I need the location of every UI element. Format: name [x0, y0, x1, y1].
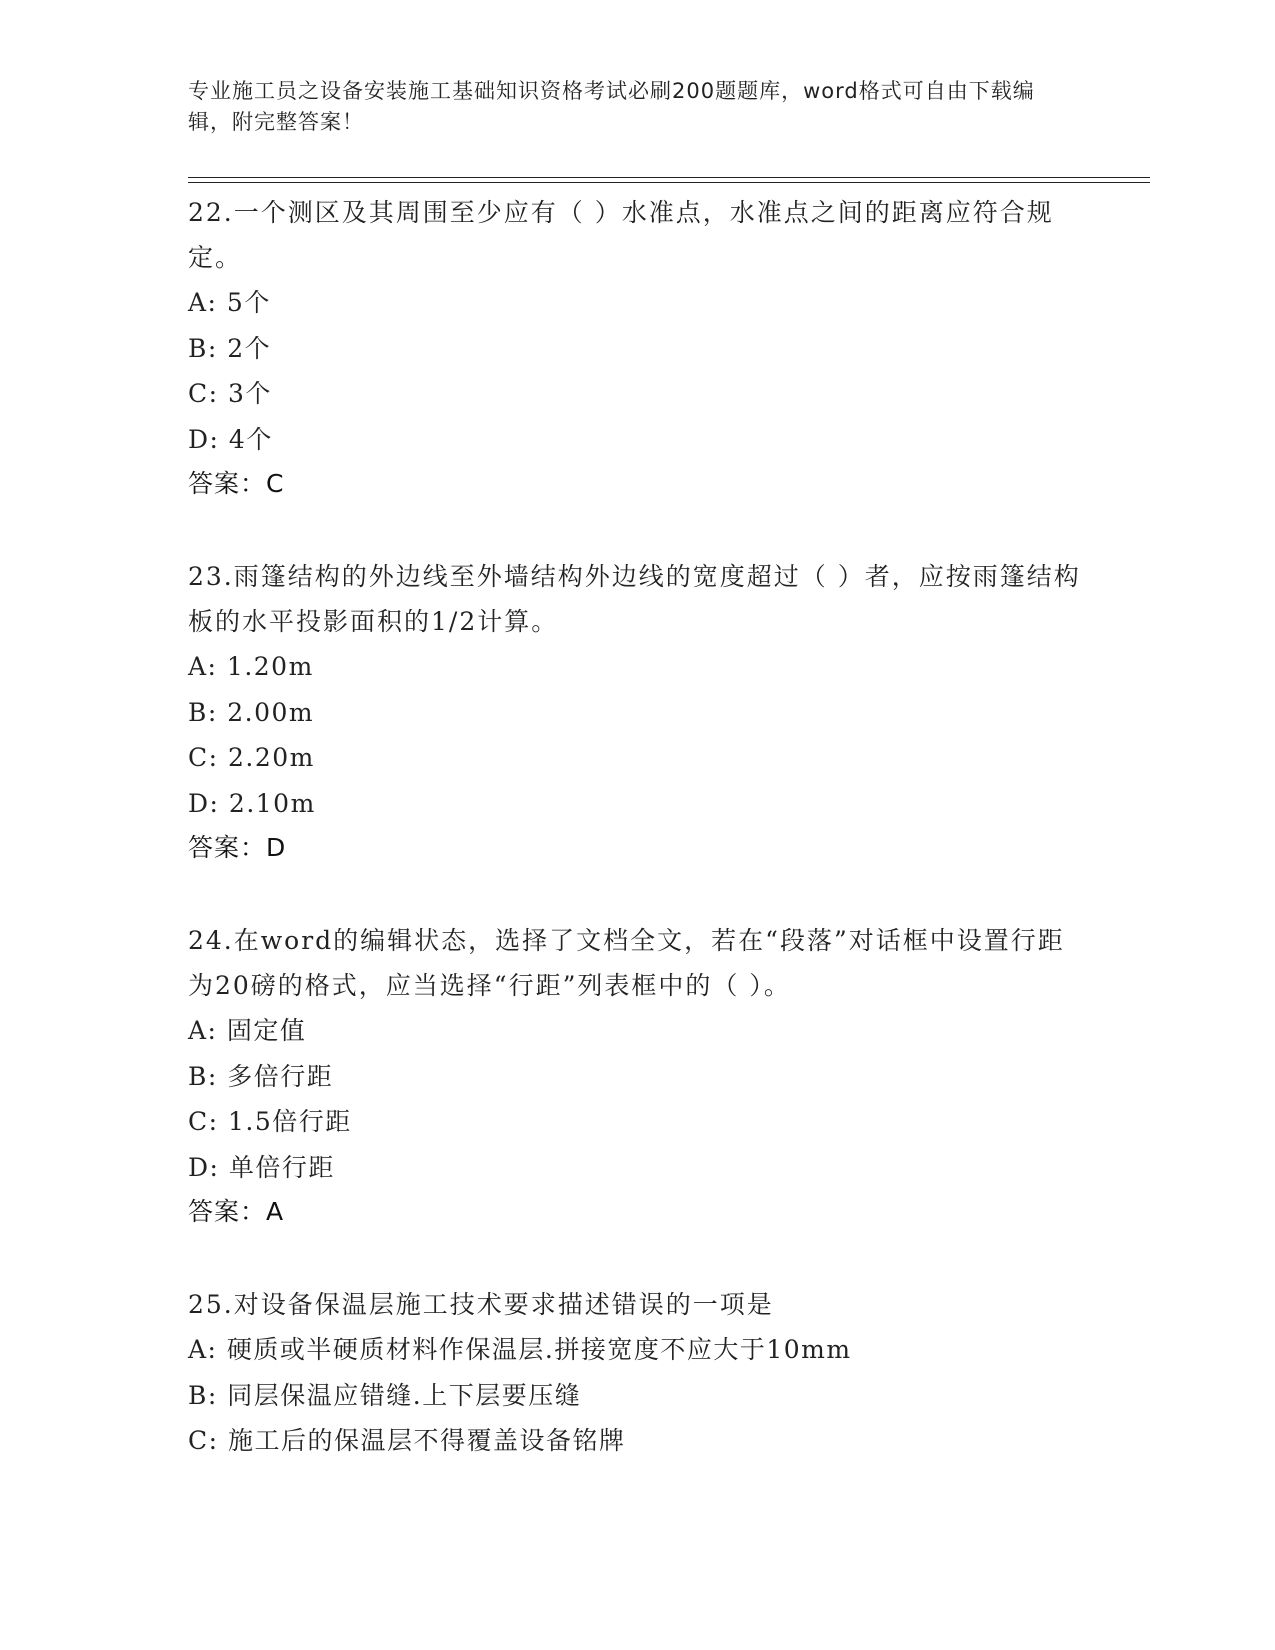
answer-line: 答案：C	[188, 469, 285, 498]
option-b: B: 多倍行距	[188, 1061, 334, 1091]
option-b: B: 2个	[188, 333, 272, 363]
option-d: D: 2.10m	[188, 788, 316, 818]
header-divider-bottom	[188, 182, 1150, 183]
question-stem: 25.对设备保温层施工技术要求描述错误的一项是	[188, 1290, 774, 1319]
question-spacer	[188, 870, 1088, 918]
answer-line: 答案：D	[188, 833, 287, 862]
option-a: A: 1.20m	[188, 652, 314, 681]
header-divider-top	[188, 177, 1150, 178]
answer-line: 答案：A	[188, 1197, 285, 1226]
option-d: D: 4个	[188, 424, 273, 454]
question-22	[188, 190, 1088, 506]
option-d: D: 单倍行距	[188, 1152, 335, 1182]
question-spacer	[188, 1234, 1088, 1282]
option-b: B: 同层保温应错缝.上下层要压缝	[188, 1380, 582, 1410]
option-a: A: 固定值	[188, 1016, 307, 1045]
question-stem: 22.一个测区及其周围至少应有（ ）水准点，水准点之间的距离应符合规定。	[188, 198, 1054, 272]
option-c: C: 1.5倍行距	[188, 1107, 352, 1136]
option-a: A: 硬质或半硬质材料作保温层.拼接宽度不应大于10mm	[188, 1335, 852, 1364]
option-c: C: 3个	[188, 379, 272, 408]
question-23	[188, 554, 1088, 870]
question-stem: 24.在word的编辑状态，选择了文档全文，若在“段落”对话框中设置行距为20磅的格式，应当选择“行距”列表框中的（ ）。	[188, 926, 1065, 1000]
question-list	[188, 190, 1088, 1464]
option-c: C: 施工后的保温层不得覆盖设备铭牌	[188, 1426, 626, 1455]
option-a: A: 5个	[188, 288, 271, 317]
document-header: 专业施工员之设备安装施工基础知识资格考试必刷200题题库，word格式可自由下载编辑，附完整答案！	[188, 79, 1035, 134]
question-24	[188, 918, 1088, 1234]
question-25	[188, 1282, 1088, 1464]
option-b: B: 2.00m	[188, 697, 315, 727]
option-c: C: 2.20m	[188, 743, 315, 772]
question-spacer	[188, 506, 1088, 554]
question-stem: 23.雨篷结构的外边线至外墙结构外边线的宽度超过（ ）者，应按雨篷结构板的水平投影面积的1/2计算。	[188, 562, 1081, 636]
